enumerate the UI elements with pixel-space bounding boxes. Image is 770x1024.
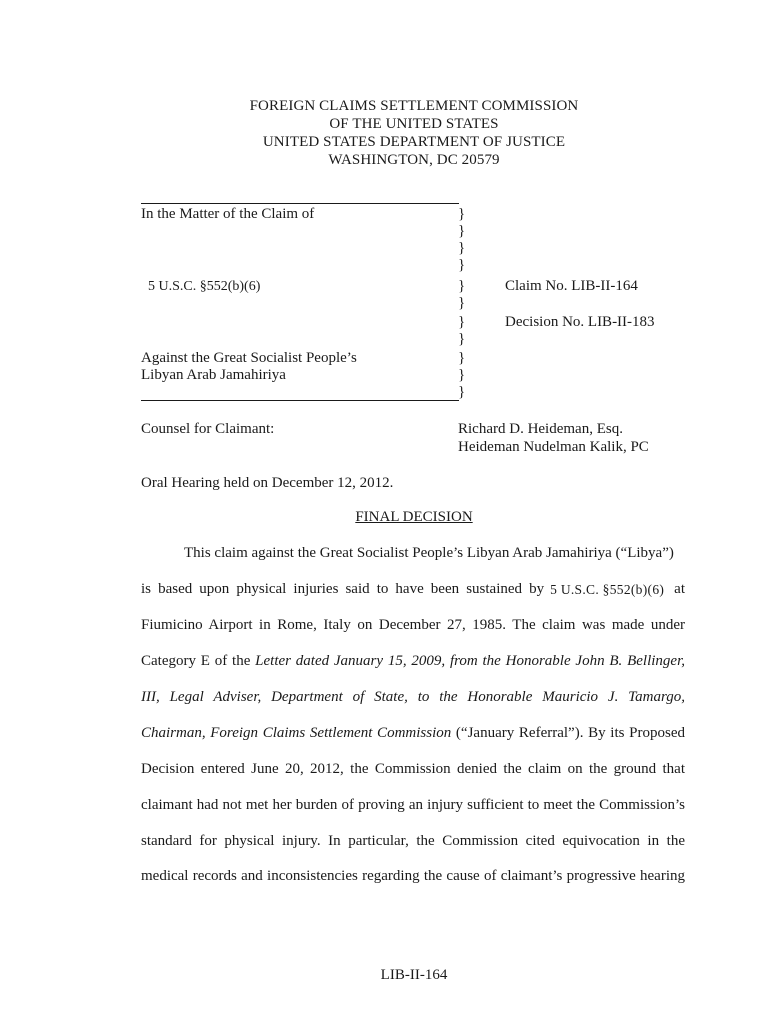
header-country: OF THE UNITED STATES xyxy=(329,116,499,132)
page-footer: LIB-II-164 xyxy=(380,967,448,983)
caption-brace: } xyxy=(458,295,466,311)
header-address: WASHINGTON, DC 20579 xyxy=(328,152,500,168)
body-text-segment: (“January Referral”). By its Proposed xyxy=(451,725,685,741)
hearing-note: Oral Hearing held on December 12, 2012. xyxy=(141,475,394,491)
counsel-label: Counsel for Claimant: xyxy=(141,421,275,437)
claim-number: Claim No. LIB-II-164 xyxy=(505,278,638,294)
body-line: medical records and inconsistencies regarding the cause of claimant’s progressive hearing xyxy=(141,868,685,884)
caption-brace: } xyxy=(458,384,466,400)
header-agency: FOREIGN CLAIMS SETTLEMENT COMMISSION xyxy=(249,98,579,114)
body-line: Fiumicino Airport in Rome, Italy on December 27, 1985. The claim was made under xyxy=(141,617,685,633)
header-department: UNITED STATES DEPARTMENT OF JUSTICE xyxy=(262,134,566,150)
body-line xyxy=(141,653,685,670)
caption-brace: } xyxy=(458,223,466,239)
caption-against-line1: Against the Great Socialist People’s xyxy=(141,350,357,366)
caption-brace: } xyxy=(458,240,466,256)
caption-brace: } xyxy=(458,350,466,366)
body-line: claimant had not met her burden of proving an injury sufficient to meet the Commission’s xyxy=(141,797,685,813)
body-text-segment: Category E of the xyxy=(141,653,256,669)
body-text-segment: is based upon physical injuries said to have been sustained by xyxy=(141,581,545,597)
decision-number: Decision No. LIB-II-183 xyxy=(505,314,655,330)
body-line xyxy=(141,581,685,598)
body-line: standard for physical injury. In particular, the Commission cited equivocation in the xyxy=(141,833,685,849)
caption-against-line2: Libyan Arab Jamahiriya xyxy=(141,367,286,383)
caption-brace: } xyxy=(458,257,466,273)
caption-brace: } xyxy=(458,314,466,330)
body-text-segment: at xyxy=(674,581,685,597)
caption-top-rule xyxy=(141,203,459,204)
caption-brace: } xyxy=(458,331,466,347)
caption-bottom-rule xyxy=(141,400,459,401)
claimant-redaction-inline: 5 U.S.C. §552(b)(6) xyxy=(550,582,665,597)
caption-brace: } xyxy=(458,278,466,294)
counsel-firm: Heideman Nudelman Kalik, PC xyxy=(458,439,649,455)
body-line xyxy=(141,725,685,742)
body-line: III, Legal Adviser, Department of State, to the Honorable Mauricio J. Tamargo, xyxy=(141,689,685,705)
body-italic-segment: Chairman, Foreign Claims Settlement Commission xyxy=(141,725,452,741)
page-title: FINAL DECISION xyxy=(355,509,473,525)
caption-brace: } xyxy=(458,206,466,222)
body-line: This claim against the Great Socialist People’s Libyan Arab Jamahiriya (“Libya”) xyxy=(184,545,674,561)
counsel-name: Richard D. Heideman, Esq. xyxy=(458,421,623,437)
caption-matter: In the Matter of the Claim of xyxy=(141,206,315,222)
caption-claimant-redaction: 5 U.S.C. §552(b)(6) xyxy=(148,279,261,294)
caption-brace: } xyxy=(458,367,466,383)
body-line: Decision entered June 20, 2012, the Commission denied the claim on the ground that xyxy=(141,761,685,777)
body-italic-segment: Letter dated January 15, 2009, from the Honorable John B. Bellinger, xyxy=(255,653,685,669)
